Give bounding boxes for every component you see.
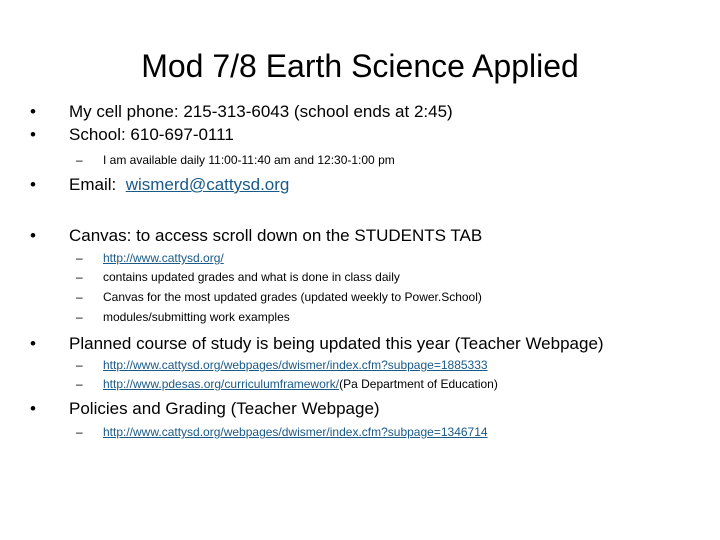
bullet-icon: • [30,334,36,353]
pdesas-note: (Pa Department of Education) [339,377,498,391]
email-line [69,174,289,196]
dash-icon: – [76,290,83,304]
bullet-icon: • [30,175,36,194]
sub-text: I am available daily 11:00-11:40 am and 12:30-1:00 pm [103,153,395,167]
bullet-text: Planned course of study is being updated this year (Teacher Webpage) [69,334,604,353]
dash-icon: – [76,358,83,372]
email-link[interactable]: wismerd@cattysd.org [125,175,290,194]
dash-icon: – [76,377,83,391]
course-link[interactable]: http://www.cattysd.org/webpages/dwismer/index.cfm?subpage=1885333 [103,358,488,372]
bullet-text: My cell phone: 215-313-6043 (school ends at 2:45) [69,102,453,121]
dash-icon: – [76,251,83,265]
bullet-icon: • [30,102,36,121]
bullet-text: Policies and Grading (Teacher Webpage) [69,399,380,418]
bullet-text: Canvas: to access scroll down on the STUDENTS TAB [69,226,483,245]
email-label: Email: [69,175,126,194]
bullet-icon: • [30,125,36,144]
dash-icon: – [76,425,83,439]
dash-icon: – [76,153,83,167]
bullet-text: School: 610-697-0111 [69,125,234,144]
bullet-icon: • [30,399,36,418]
sub-text: Canvas for the most updated grades (updated weekly to Power.School) [103,290,482,304]
dash-icon: – [76,270,83,284]
pdesas-line [103,376,498,392]
canvas-link[interactable]: http://www.cattysd.org/ [103,251,224,265]
bullet-icon: • [30,226,36,245]
policies-link[interactable]: http://www.cattysd.org/webpages/dwismer/index.cfm?subpage=1346714 [103,425,488,439]
slide-title: Mod 7/8 Earth Science Applied [141,48,579,84]
sub-text: modules/submitting work examples [103,310,290,324]
pdesas-link[interactable]: http://www.pdesas.org/curriculumframework/ [103,377,340,391]
dash-icon: – [76,310,83,324]
sub-text: contains updated grades and what is done in class daily [103,270,400,284]
